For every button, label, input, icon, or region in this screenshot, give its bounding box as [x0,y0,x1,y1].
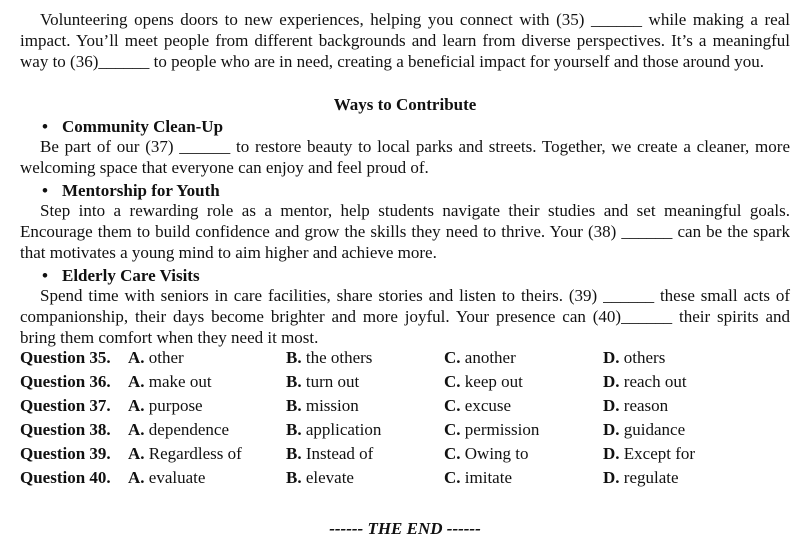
option-a [128,418,229,442]
question-label: Question 40. [20,468,111,487]
option-b [286,346,372,370]
option-a [128,442,242,466]
option-a [128,370,212,394]
option-b [286,418,381,442]
option-text: elevate [305,468,354,487]
option-letter: A. [128,372,145,391]
option-c [444,394,511,418]
option-letter: D. [603,348,620,367]
option-text: another [464,348,516,367]
option-text: other [148,348,184,367]
option-letter: C. [444,396,461,415]
option-letter: A. [128,468,145,487]
option-text: permission [464,420,540,439]
paragraph-elderly-care-visits: Spend time with seniors in care facilities, share stories and listen to theirs. (39) ______ these small acts of companionship, their days become brighter and more joyful. Your presence can (40)______ their spirits and bring them comfort when they need it most. [20,286,790,347]
option-c [444,346,516,370]
option-letter: C. [444,372,461,391]
option-letter: A. [128,420,145,439]
question-label: Question 37. [20,396,111,415]
option-text: Regardless of [148,444,242,463]
question-row-38 [20,418,800,442]
option-text: Owing to [464,444,529,463]
option-letter: D. [603,420,620,439]
option-letter: C. [444,348,461,367]
option-text: mission [305,396,359,415]
bullet-title: Mentorship for Youth [62,181,220,200]
bullet-community-clean-up [42,116,223,137]
option-letter: B. [286,348,302,367]
bullet-mentorship-for-youth [42,180,220,201]
bullet-dot-icon: • [42,181,48,200]
option-letter: A. [128,348,145,367]
option-c [444,370,523,394]
intro-paragraph: Volunteering opens doors to new experiences, helping you connect with (35) ______ while making a real impact. You’ll meet people from different backgrounds and learn from diverse perspectives. It’s a meaningful way to (36)______ to people who are in need, creating a beneficial impact for yourself and those around you. [20,10,790,71]
option-text: application [305,420,382,439]
option-d [603,466,679,490]
bullet-elderly-care-visits [42,265,200,286]
option-b [286,466,354,490]
option-text: guidance [623,420,686,439]
option-text: purpose [148,396,203,415]
option-b [286,442,373,466]
option-text: the others [305,348,373,367]
question-row-37 [20,394,800,418]
option-letter: D. [603,396,620,415]
option-b [286,394,359,418]
bullet-title: Community Clean-Up [62,117,224,136]
question-row-40 [20,466,800,490]
option-letter: C. [444,420,461,439]
option-a [128,394,203,418]
option-letter: C. [444,444,461,463]
option-text: turn out [305,372,360,391]
option-letter: B. [286,468,302,487]
question-label: Question 38. [20,420,111,439]
option-letter: B. [286,420,302,439]
paragraph-mentorship-for-youth: Step into a rewarding role as a mentor, help students navigate their studies and set meaningful goals. Encourage them to build confidence and grow the skills they need to thrive. Your (38) ______ can be the spark that motivates a young mind to aim higher and achieve more. [20,201,790,262]
option-letter: C. [444,468,461,487]
option-text: Except for [623,444,696,463]
option-letter: B. [286,396,302,415]
option-d [603,418,685,442]
question-row-35 [20,346,800,370]
option-d [603,394,668,418]
question-label: Question 39. [20,444,111,463]
question-row-39 [20,442,800,466]
option-text: dependence [148,420,230,439]
option-c [444,418,539,442]
option-text: excuse [464,396,512,415]
option-text: reach out [623,372,687,391]
option-d [603,346,665,370]
question-label: Question 35. [20,348,111,367]
option-letter: A. [128,396,145,415]
option-letter: A. [128,444,145,463]
question-label: Question 36. [20,372,111,391]
bullet-dot-icon: • [42,266,48,285]
option-a [128,466,205,490]
option-c [444,466,512,490]
bullet-dot-icon: • [42,117,48,136]
section-heading: Ways to Contribute [333,95,477,114]
option-d [603,442,695,466]
paragraph-community-clean-up: Be part of our (37) ______ to restore beauty to local parks and streets. Together, we create a cleaner, more welcoming space that everyone can enjoy and feel proud of. [20,137,790,177]
option-b [286,370,359,394]
option-a [128,346,184,370]
option-letter: D. [603,444,620,463]
option-text: evaluate [148,468,206,487]
option-text: Instead of [305,444,374,463]
option-d [603,370,687,394]
bullet-title: Elderly Care Visits [62,266,200,285]
option-text: reason [623,396,669,415]
option-text: make out [148,372,212,391]
question-row-36 [20,370,800,394]
option-letter: B. [286,372,302,391]
option-text: imitate [464,468,512,487]
option-text: others [623,348,666,367]
option-letter: D. [603,468,620,487]
option-letter: D. [603,372,620,391]
option-text: regulate [623,468,679,487]
option-c [444,442,529,466]
option-letter: B. [286,444,302,463]
option-text: keep out [464,372,523,391]
the-end-footer: ------ THE END ------ [329,519,481,538]
